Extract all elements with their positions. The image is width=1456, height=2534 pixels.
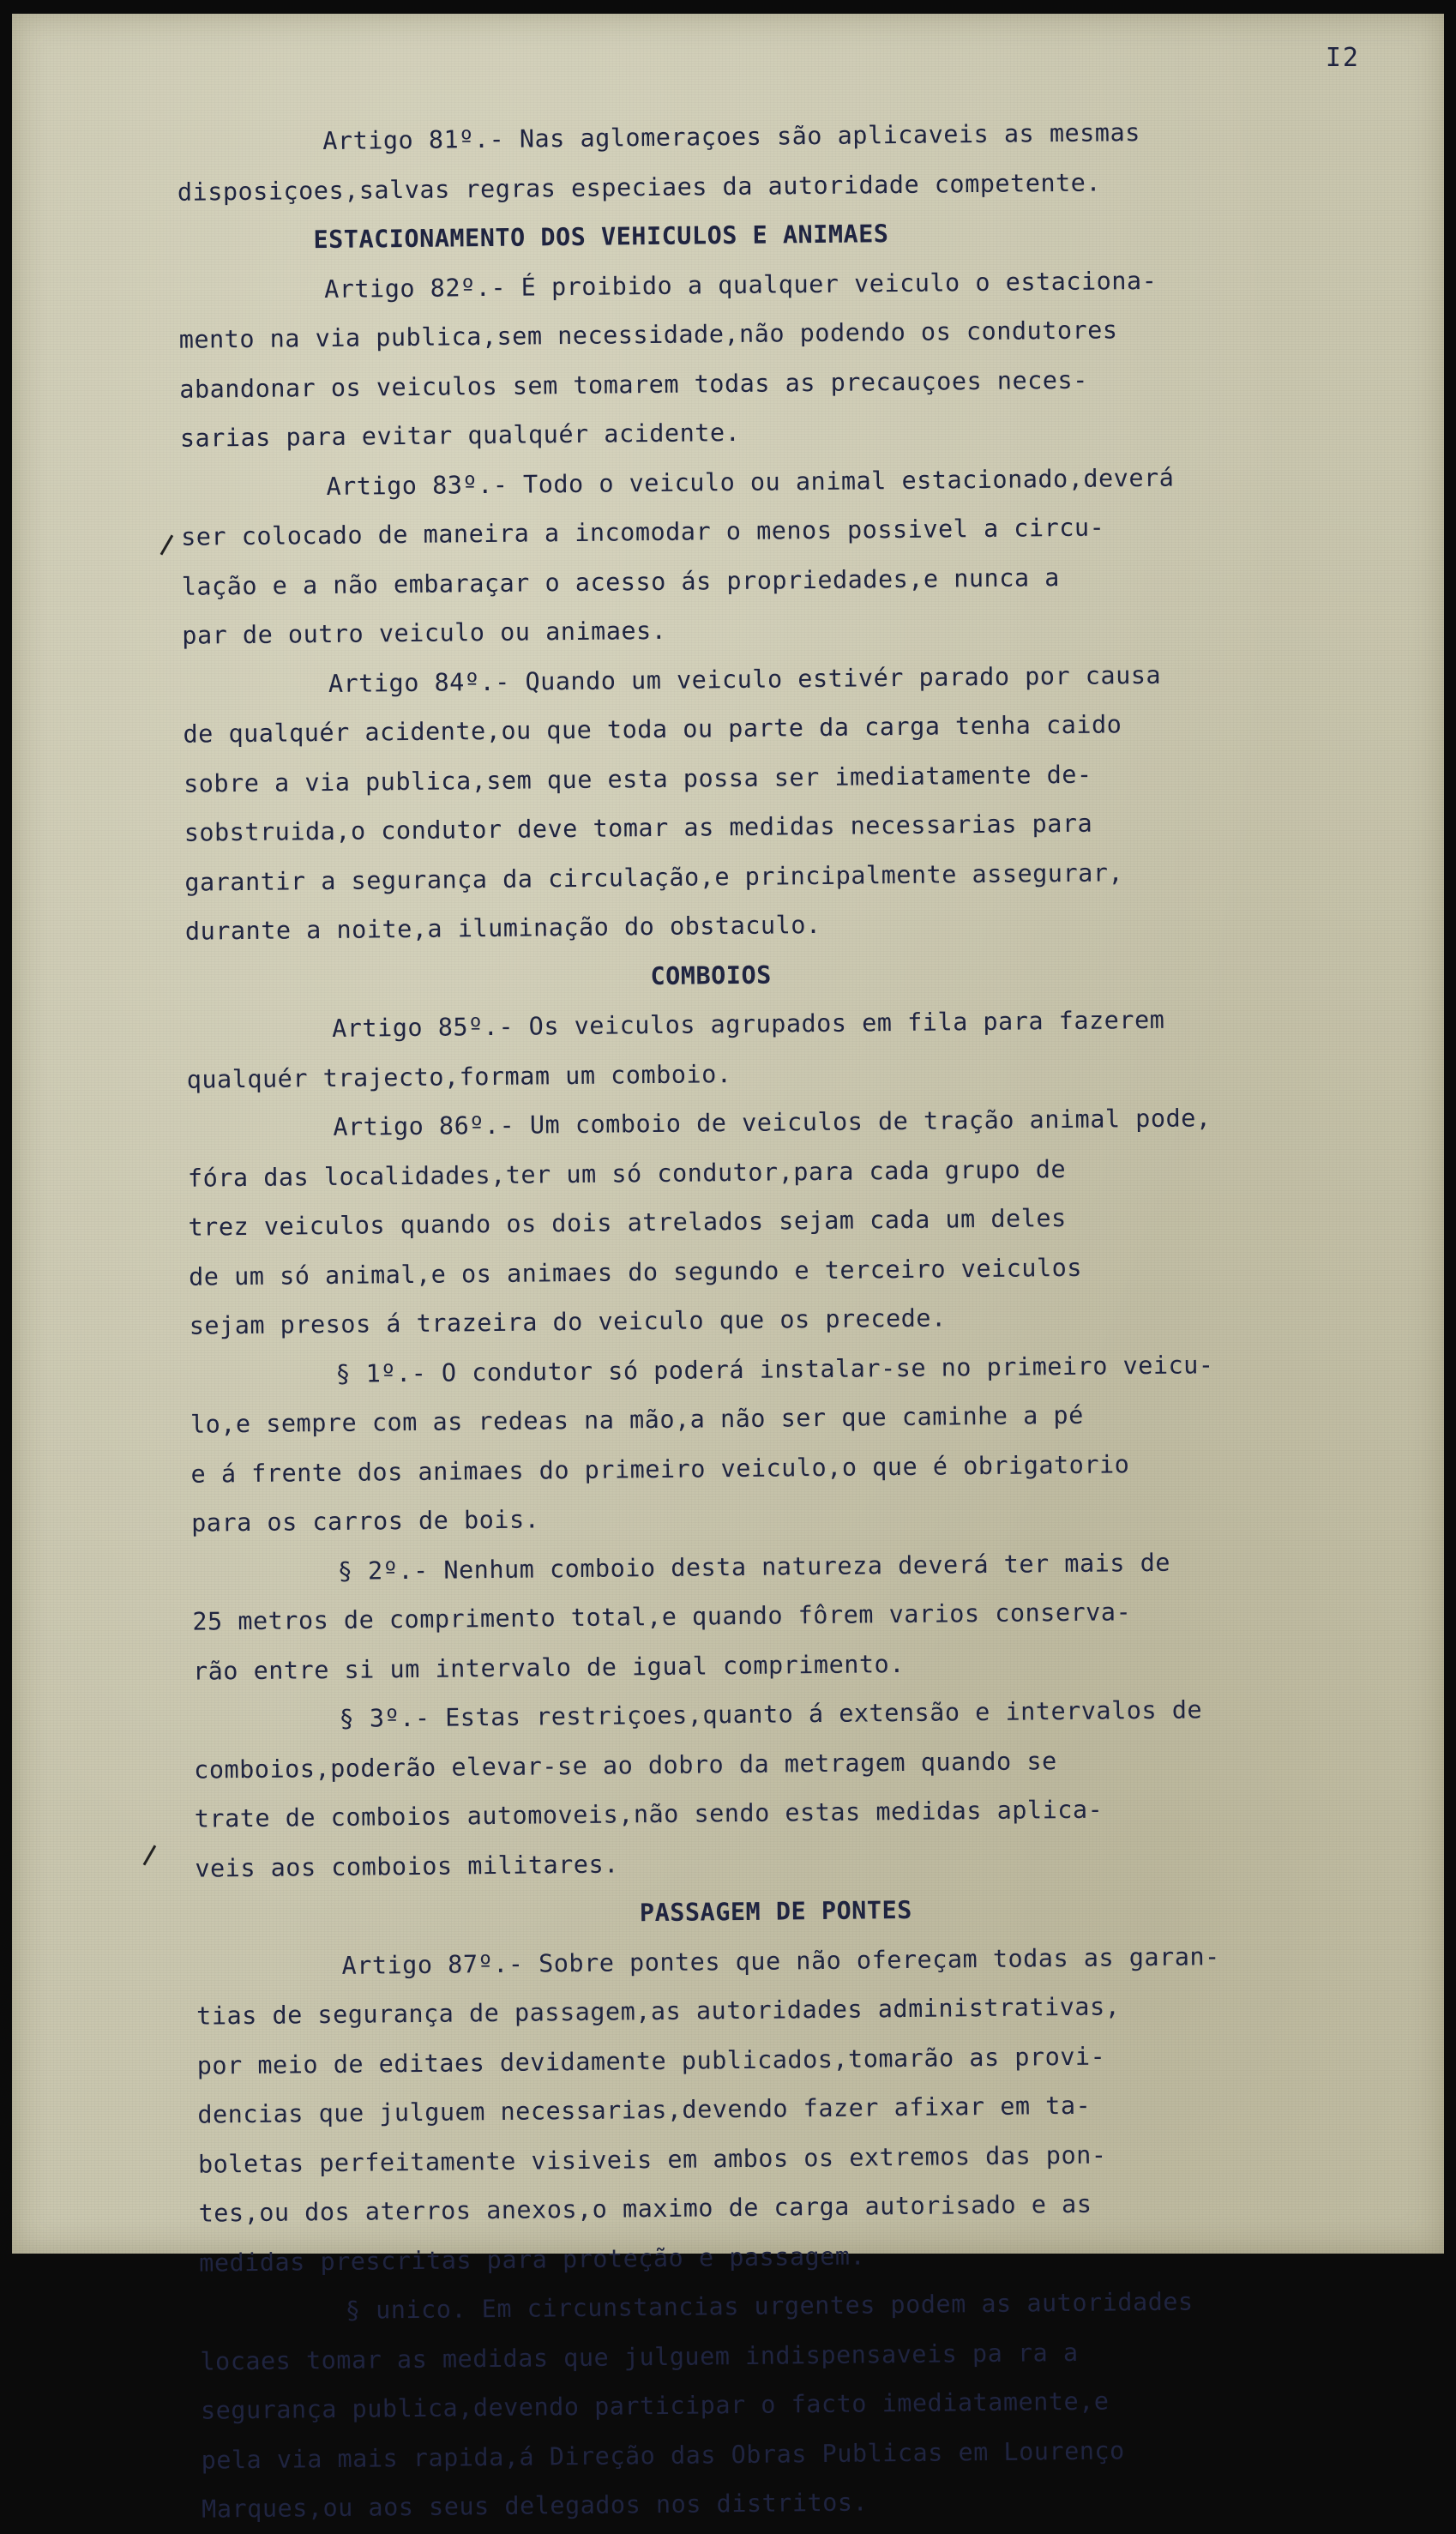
text-line: de qualquér acidente,ou que toda ou parte da carga tenha caido: [183, 710, 1122, 749]
text-line: trate de comboios automoveis,não sendo estas medidas aplica-: [194, 1795, 1104, 1833]
text-line: par de outro veiculo ou animaes.: [182, 616, 667, 650]
section-heading: ESTACIONAMENTO DOS VEHICULOS E ANIMAES: [313, 220, 889, 255]
text-line: pela via mais rapida,á Direção das Obras Publicas em Lourenço: [201, 2435, 1125, 2475]
text-line: Artigo 84º.- Quando um veiculo estivér parado por causa: [328, 660, 1162, 698]
text-line: segurança publica,devendo participar o facto imediatamente,e: [200, 2387, 1110, 2425]
text-line: para os carros de bois.: [190, 1505, 540, 1538]
text-line: tes,ou dos aterros anexos,o maximo de carga autorisado e as: [198, 2189, 1092, 2228]
margin-mark: [143, 1845, 167, 1871]
article-83: [180, 450, 1417, 659]
article-85: [186, 993, 1422, 1103]
text-line: Artigo 81º.- Nas aglomeraçoes são aplicaveis as mesmas: [322, 118, 1140, 155]
text-line: tias de segurança de passagem,as autoridades administrativas,: [196, 1992, 1121, 2031]
paragraph-3: [194, 1683, 1429, 1892]
text-line: § 3º.- Estas restriçoes,quanto á extensão e intervalos de: [339, 1695, 1203, 1733]
text-line: Artigo 87º.- Sobre pontes que não ofereçam todas as garan-: [341, 1941, 1220, 1980]
article-84: [183, 647, 1421, 954]
text-line: sejam presos á trazeira do veiculo que os precede.: [189, 1303, 947, 1340]
text-line: qualquér trajecto,formam um comboio.: [186, 1059, 732, 1094]
section-heading: PASSAGEM DE PONTES: [639, 1895, 912, 1928]
text-line: Artigo 82º.- É proibido a qualquer veiculo o estaciona-: [323, 266, 1158, 304]
text-line: sarias para evitar qualquér acidente.: [179, 418, 741, 453]
paragraph-1: [190, 1338, 1426, 1546]
text-line: Artigo 83º.- Todo o veiculo ou animal estacionado,deverá: [326, 463, 1175, 501]
text-line: dencias que julguem necessarias,devendo fazer afixar em ta-: [197, 2091, 1092, 2129]
text-line: lação e a não embaraçar o acesso ás propriedades,e nunca a: [181, 563, 1061, 601]
text-line: trez veiculos quando os dois atrelados sejam cada um deles: [188, 1203, 1067, 1242]
text-line: fóra das localidades,ter um só condutor,para cada grupo de: [187, 1154, 1067, 1193]
text-line: de um só animal,e os animaes do segundo e terceiro veiculos: [188, 1253, 1083, 1291]
text-line: rão entre si um intervalo de igual comprimento.: [192, 1649, 905, 1686]
paragraph-2: [192, 1535, 1428, 1694]
text-line: lo,e sempre com as redeas na mão,a não ser que caminhe a pé: [190, 1400, 1084, 1439]
text-line: Artigo 86º.- Um comboio de veiculos de tração animal pode,: [333, 1104, 1212, 1141]
text-line: § unico. Em circunstancias urgentes podem as autoridades: [345, 2287, 1194, 2325]
text-line: Marques,ou aos seus delegados nos distritos.: [202, 2488, 869, 2524]
text-line: medidas prescritas para proteção e passagem.: [199, 2242, 866, 2278]
text-line: e á frente dos animaes do primeiro veiculo,o que é obrigatorio: [190, 1449, 1130, 1489]
text-line: § 2º.- Nenhum comboio desta natureza deverá ter mais de: [337, 1548, 1171, 1586]
text-line: § 1º.- O condutor só poderá instalar-se no primeiro veicu-: [335, 1350, 1214, 1388]
text-line: Artigo 85º.- Os veiculos agrupados em fila para fazerem: [331, 1005, 1165, 1043]
text-line: garantir a segurança da circulação,e principalmente assegurar,: [184, 858, 1124, 897]
text-line: abandonar os veiculos sem tomarem todas as precauçoes neces-: [179, 365, 1088, 404]
section-heading: COMBOIOS: [650, 960, 772, 990]
paragraph-unico: [200, 2275, 1436, 2533]
document-page: [12, 14, 1444, 2524]
text-line: 25 metros de comprimento total,e quando fôrem varios conserva-: [192, 1598, 1132, 1636]
text-line: locaes tomar as medidas que julguem indispensaveis pa ra a: [200, 2338, 1079, 2376]
text-line: disposiçoes,salvas regras especiaes da autoridade competente.: [177, 167, 1102, 207]
text-line: comboios,poderão elevar-se ao dobro da metragem quando se: [194, 1746, 1057, 1785]
text-line: ser colocado de maneira a incomodar o menos possivel a circu-: [180, 513, 1105, 551]
text-line: sobstruida,o condutor deve tomar as medidas necessarias para: [184, 809, 1093, 847]
typed-text-body: [177, 105, 1436, 2533]
article-86: [187, 1092, 1424, 1350]
article-81: [177, 105, 1412, 215]
text-line: mento na via publica,sem necessidade,não podendo os condutores: [178, 316, 1118, 354]
text-line: boletas perfeitamente visiveis em ambos os extremos das pon-: [197, 2140, 1107, 2179]
page-number: I2: [1325, 43, 1360, 73]
text-line: durante a noite,a iluminação do obstaculo.: [184, 910, 821, 946]
text-line: sobre a via publica,sem que esta possa ser imediatamente de-: [183, 760, 1092, 798]
text-line: por meio de editaes devidamente publicados,tomarão as provi-: [196, 2042, 1106, 2080]
article-87: [196, 1929, 1434, 2286]
text-line: veis aos comboios militares.: [195, 1849, 619, 1883]
article-82: [178, 253, 1415, 461]
